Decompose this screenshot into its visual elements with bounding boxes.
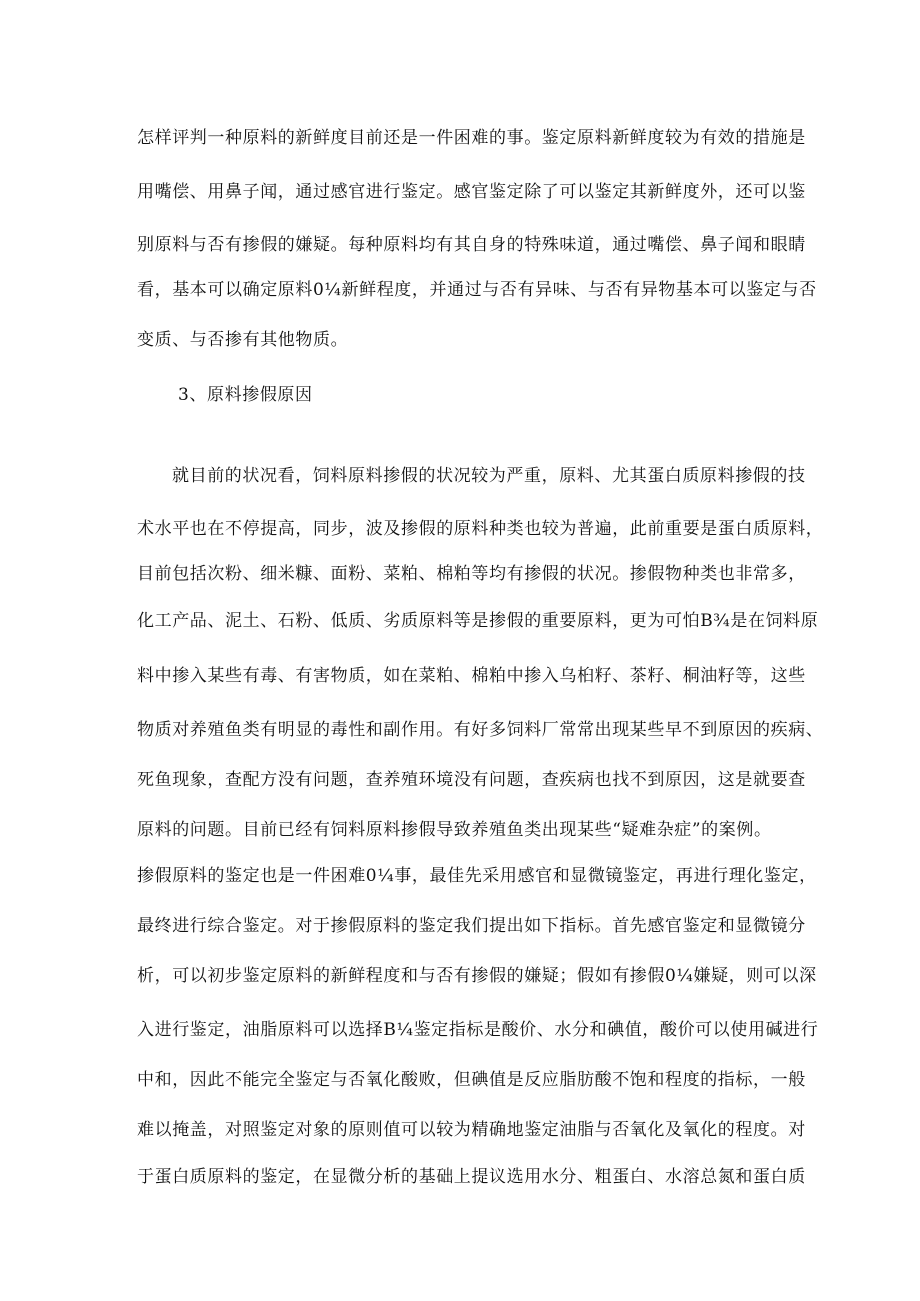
paragraph-1-line-4: 看，基本可以确定原料0¼新鲜程度，并通过与否有异味、与否有异物基本可以鉴定与否: [137, 280, 817, 300]
paragraph-3-line-7: 于蛋白质原料的鉴定，在显微分析的基础上提议选用水分、粗蛋白、水溶总氮和蛋白质: [137, 1167, 806, 1187]
paragraph-3-line-3: 析，可以初步鉴定原料的新鲜程度和与否有掺假的嫌疑；假如有掺假0¼嫌疑，则可以深: [137, 966, 817, 986]
paragraph-1-line-2: 用嘴偿、用鼻子闻，通过感官进行鉴定。感官鉴定除了可以鉴定其新鲜度外，还可以鉴: [137, 182, 806, 202]
paragraph-1-line-5: 变质、与否掺有其他物质。: [137, 330, 349, 350]
paragraph-2-line-2: 术水平也在不停提高，同步，波及掺假的原料种类也较为普遍，此前重要是蛋白质原料，: [137, 519, 824, 539]
paragraph-2-line-5: 料中掺入某些有毒、有害物质，如在菜粕、棉粕中掺入乌桕籽、茶籽、桐油籽等，这些: [137, 666, 806, 686]
paragraph-3-line-1: 掺假原料的鉴定也是一件困难0¼事，最佳先采用感官和显微镜鉴定，再进行理化鉴定，: [137, 866, 817, 886]
paragraph-1-line-1: 怎样评判一种原料的新鲜度目前还是一件困难的事。鉴定原料新鲜度较为有效的措施是: [137, 128, 806, 148]
paragraph-3-line-6: 难以掩盖，对照鉴定对象的原则值可以较为精确地鉴定油脂与否氧化及氧化的程度。对: [137, 1120, 806, 1140]
section-heading: 3、原料掺假原因: [178, 385, 313, 405]
paragraph-2-line-1: 就目前的状况看，饲料原料掺假的状况较为严重，原料、尤其蛋白质原料掺假的技: [172, 466, 806, 486]
paragraph-2-line-7: 死鱼现象，查配方没有问题，查养殖环境没有问题，查疾病也找不到原因，这是就要查: [137, 770, 806, 790]
paragraph-3-line-5: 中和，因此不能完全鉴定与否氧化酸败，但碘值是反应脂肪酸不饱和程度的指标，一般: [137, 1070, 806, 1090]
paragraph-2-line-4: 化工产品、泥土、石粉、低质、劣质原料等是掺假的重要原料，更为可怕B¾是在饲料原: [137, 611, 819, 631]
paragraph-3-line-2: 最终进行综合鉴定。对于掺假原料的鉴定我们提出如下指标。首先感官鉴定和显微镜分: [137, 916, 806, 936]
paragraph-2-line-6: 物质对养殖鱼类有明显的毒性和副作用。有好多饲料厂常常出现某些早不到原因的疾病、: [137, 720, 824, 740]
paragraph-2-line-3: 目前包括次粉、细米糠、面粉、菜粕、棉粕等均有掺假的状况。掺假物种类也非常多，: [137, 564, 806, 584]
paragraph-1-line-3: 别原料与否有掺假的嫌疑。每种原料均有其自身的特殊味道，通过嘴偿、鼻子闻和眼睛: [137, 235, 806, 255]
paragraph-3-line-4: 入进行鉴定，油脂原料可以选择B¼鉴定指标是酸价、水分和碘值，酸价可以使用碱进行: [137, 1020, 819, 1040]
paragraph-2-line-8: 原料的问题。目前已经有饲料原料掺假导致养殖鱼类出现某些“疑难杂症”的案例。: [137, 820, 772, 840]
